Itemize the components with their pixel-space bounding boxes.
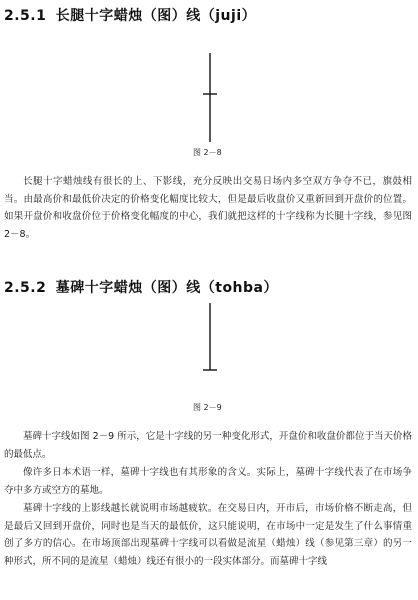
paragraph-long-legged-doji: 长腿十字蜡烛线有很长的上、下影线，充分反映出交易日场内多空双方争夺不已，旗鼓相当。由最高价和最低价决定的价格变化幅度比较大，但是最后收盘价又重新回到开盘价的位置。如果开盘价和收盘价位于价格变化幅度的中心，我们就把这样的十字线称为长腿十字线，参见图 2－8。 <box>4 176 412 240</box>
figure-caption-2-9: 图 2－9 <box>193 403 222 412</box>
figure-caption-2-8: 图 2－8 <box>193 148 222 157</box>
section-heading-2-5-2 <box>4 277 278 297</box>
section-title: 墓碑十字蜡烛（图）线（tohba） <box>55 280 278 296</box>
section-number: 2.5.1 <box>4 8 47 24</box>
gravestone-doji-figure <box>190 300 230 380</box>
paragraph-gravestone-1: 墓碑十字线如图 2－9 所示，它是十字线的另一种变化形式，开盘价和收盘价都位于当天价格的最低点。 <box>4 431 412 460</box>
paragraph-gravestone-3: 墓碑十字线的上影线越长就说明市场越疲软。在交易日内，开市后，市场价格不断走高，但是最后又回到开盘价，同时也是当天的最低价，这只能说明，在市场中一定是发生了什么事情重创了多方的信心。在市场顶部出现墓碑十字线可以看做是流星（蜡烛）线（参见第三章）的另一种形式，所不同的是流星（蜡烛）线还有很小的一段实体部分。而墓碑十字线 <box>4 503 412 567</box>
section-number: 2.5.2 <box>4 280 47 296</box>
long-legged-doji-figure <box>190 50 230 145</box>
section-heading-2-5-1 <box>4 5 256 25</box>
paragraph-gravestone-2: 像许多日本术语一样，墓碑十字线也有其形象的含义。实际上，墓碑十字线代表了在市场争夺中多方或空方的墓地。 <box>4 467 412 496</box>
section-title: 长腿十字蜡烛（图）线（juji） <box>55 8 257 24</box>
